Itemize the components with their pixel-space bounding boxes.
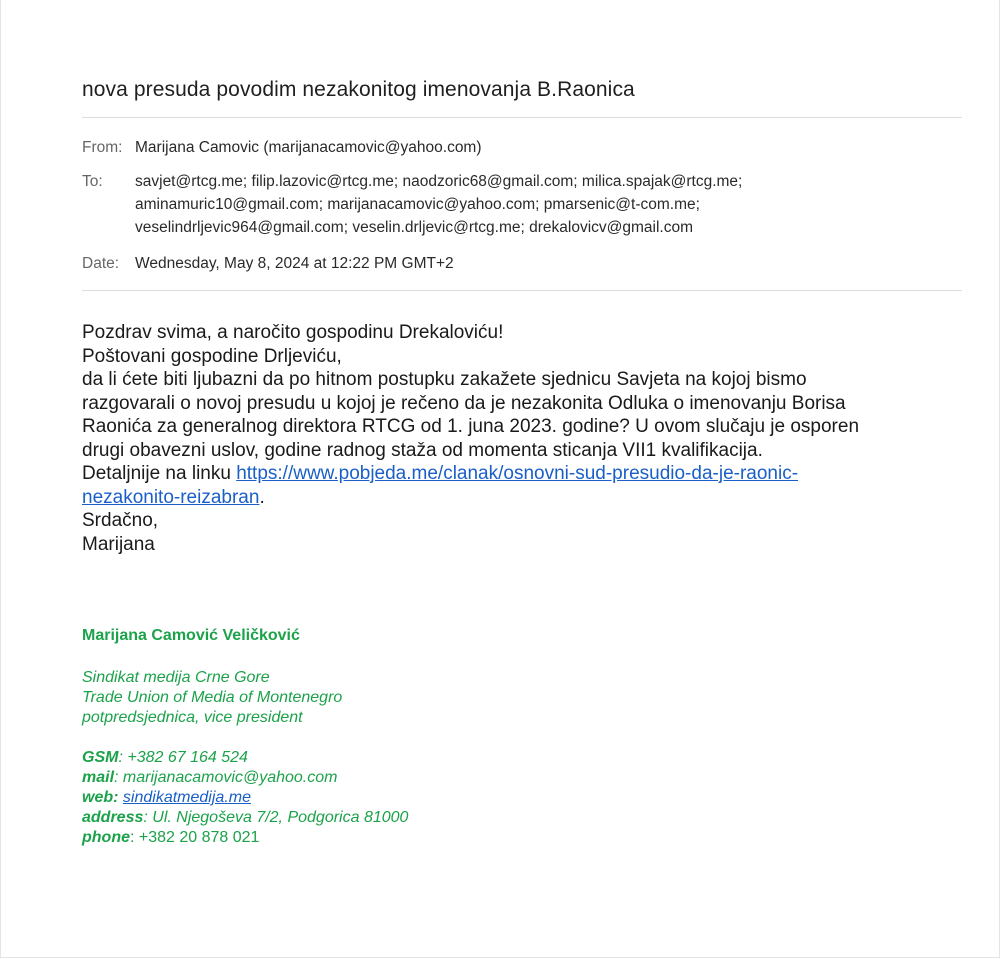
web-link[interactable]: sindikatmedija.me (122, 789, 251, 806)
signature-contacts (82, 748, 408, 848)
from-label: From: (82, 139, 123, 156)
mail-row (82, 768, 408, 788)
body-line: drugi obavezni uslov, godine radnog staža od momenta sticanja VII1 kvalifikacija. (82, 439, 763, 461)
body-line: Poštovani gospodine Drljeviću, (82, 345, 342, 367)
mail-value: : marijanacamovic@yahoo.com (114, 769, 338, 786)
body-line: da li ćete biti ljubazni da po hitnom postupku zakažete sjednicu Savjeta na kojoj bismo (82, 369, 807, 390)
date-label: Date: (82, 255, 120, 272)
signature-org-line: potpredsjednica, vice president (82, 709, 303, 726)
from-value[interactable]: Marijana Camovic (marijanacamovic@yahoo.com) (135, 139, 482, 156)
body-line: Pozdrav svima, a naročito gospodinu Drekaloviću! (82, 322, 504, 343)
to-line: aminamuric10@gmail.com; marijanacamovic@yahoo.com; pmarsenic@t-com.me; (135, 196, 700, 213)
signature-org (82, 668, 342, 728)
signature-org-line: Sindikat medija Crne Gore (82, 669, 270, 686)
address-row (82, 808, 408, 828)
header-divider-top (82, 117, 962, 118)
phone-value: : +382 20 878 021 (130, 829, 260, 846)
link-prefix: Detaljnije na linku (82, 463, 237, 484)
signature-name: Marijana Camović Veličković (82, 627, 300, 644)
body-link-line (82, 462, 962, 486)
to-label: To: (82, 173, 103, 190)
web-row (82, 788, 408, 808)
signoff-text: Marijana (82, 533, 155, 555)
to-line: savjet@rtcg.me; filip.lazovic@rtcg.me; naodzoric68@gmail.com; milica.spajak@rtcg.me; (135, 173, 743, 190)
closing-text: Srdačno, (82, 510, 159, 531)
phone-row (82, 828, 408, 848)
phone-label: phone (82, 829, 130, 846)
body-line: razgovarali o novoj presudu u kojoj je rečeno da je nezakonita Odluka o imenovanju Borisa (82, 392, 846, 414)
email-body (82, 321, 962, 556)
signature-org-line: Trade Union of Media of Montenegro (82, 689, 343, 706)
header-divider-bottom (82, 290, 962, 291)
date-value: Wednesday, May 8, 2024 at 12:22 PM GMT+2 (135, 255, 454, 272)
web-label: web: (82, 789, 119, 806)
body-line: Raonića za generalnog direktora RTCG od 1. juna 2023. godine? U ovom slučaju je osporen (82, 416, 860, 437)
email-subject: nova presuda povodim nezakonitog imenovanja B.Raonica (82, 78, 635, 101)
article-link[interactable]: https://www.pobjeda.me/clanak/osnovni-sud-presudio-da-je-raonic- (236, 463, 799, 484)
to-recipients[interactable] (135, 170, 835, 239)
mail-label: mail (82, 769, 115, 786)
gsm-value: : +382 67 164 524 (118, 749, 248, 766)
article-link-continued[interactable]: nezakonito-reizabran (82, 486, 260, 508)
link-suffix: . (259, 486, 265, 508)
address-value: : Ul. Njegoševa 7/2, Podgorica 81000 (143, 809, 409, 826)
to-line: veselindrljevic964@gmail.com; veselin.drljevic@rtcg.me; drekalovicv@gmail.com (135, 219, 694, 236)
gsm-label: GSM (82, 749, 119, 766)
gsm-row (82, 748, 408, 768)
body-link-line-2 (82, 486, 962, 510)
address-label: address (82, 809, 144, 826)
